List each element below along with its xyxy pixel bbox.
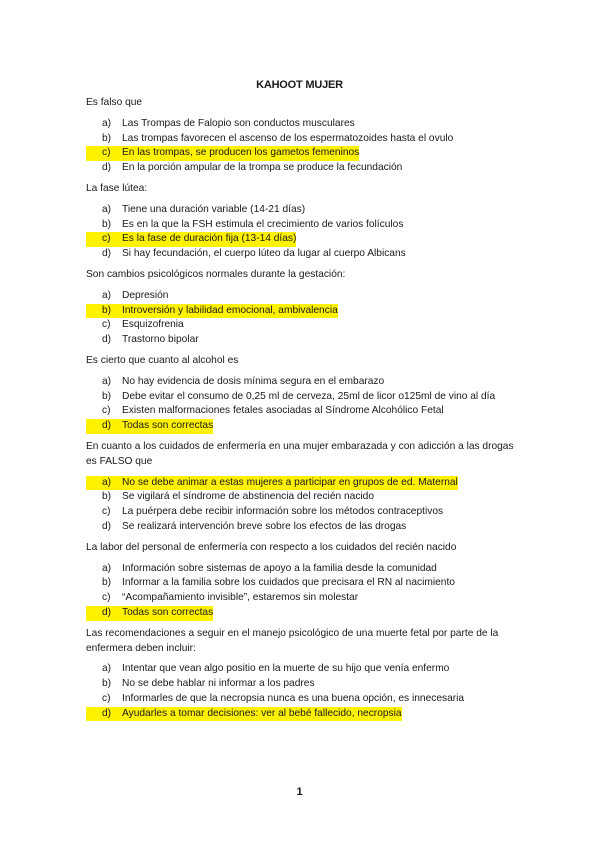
question-text: Es cierto que cuanto al alcohol es [86,354,239,366]
option-letter: b) [102,577,112,589]
answer-option [86,419,526,434]
option-text: “Acompañamiento invisible”, estaremos sin molestar [122,592,359,604]
answer-option [86,404,526,419]
answer-option [86,117,526,132]
option-letter: b) [86,304,122,319]
answer-option [86,677,526,692]
option-text: Las Trompas de Falopio son conductos musculares [122,117,355,129]
question-list [86,96,526,727]
option-letter: b) [102,491,112,503]
highlighted-answer-text: Todas son correctas [122,419,213,434]
option-text: Se vigilará el síndrome de abstinencia del recién nacido [122,491,375,503]
option-letter: b) [102,218,112,230]
option-text: En la porción ampular de la trompa se produce la fecundación [122,162,403,174]
answer-option [86,333,526,348]
answer-option [86,161,526,176]
question-block [86,182,526,262]
answer-option [86,289,526,304]
option-letter: c) [102,506,111,518]
answer-option [86,247,526,262]
option-text: Información sobre sistemas de apoyo a la familia desde la comunidad [122,562,437,574]
option-list [86,289,526,348]
option-text: Si hay fecundación, el cuerpo lúteo da lugar al cuerpo Albicans [122,248,406,260]
option-text: No se debe hablar ni informar a los padres [122,678,315,690]
option-text: Debe evitar el consumo de 0,25 ml de cerveza, 25ml de licor o125ml de vino al día [122,390,496,402]
option-letter: c) [86,232,122,247]
option-list [86,117,526,176]
option-letter: a) [102,117,112,129]
answer-option [86,562,526,577]
option-letter: c) [102,319,111,331]
answer-option [86,304,526,319]
question-block [86,440,526,535]
answer-option [86,505,526,520]
question-block [86,627,526,722]
option-text: Depresión [122,289,169,301]
option-letter: a) [86,476,122,491]
answer-option [86,146,526,161]
answer-option [86,576,526,591]
question-text: Es falso que [86,97,143,108]
question-block [86,354,526,434]
option-text: La puérpera debe recibir información sobre los métodos contraceptivos [122,506,444,518]
highlighted-answer-text: Ayudarles a tomar decisiones: ver al bebé fallecido, necropsia [122,707,402,722]
highlighted-answer-text: Es la fase de duración fija (13-14 días) [122,232,296,247]
option-text: Informarles de que la necropsia nunca es una buena opción, es innecesaria [122,692,465,704]
option-letter: b) [102,132,112,144]
option-letter: a) [102,289,112,301]
option-text: Informar a la familia sobre los cuidados que precisara el RN al nacimiento [122,577,455,589]
option-list [86,476,526,535]
option-letter: d) [86,606,122,621]
option-list [86,203,526,262]
highlighted-answer-text: No se debe animar a estas mujeres a participar en grupos de ed. Maternal [122,476,458,491]
option-letter: a) [102,375,112,387]
option-letter: d) [102,162,112,174]
answer-option [86,375,526,390]
answer-option [86,218,526,233]
answer-option [86,606,526,621]
answer-option [86,707,526,722]
option-text: Las trompas favorecen el ascenso de los espermatozoides hasta el ovulo [122,132,454,144]
highlighted-answer-text: En las trompas, se producen los gametos femeninos [122,146,359,161]
question-text: Las recomendaciones a seguir en el manejo psicológico de una muerte fetal por parte de la enfermera deben incluir: [86,627,499,654]
option-letter: c) [102,692,111,704]
question-text: Son cambios psicológicos normales durante la gestación: [86,268,346,280]
option-letter: d) [86,419,122,434]
option-letter: d) [102,334,112,346]
option-letter: c) [86,146,122,161]
option-list [86,662,526,721]
answer-option [86,203,526,218]
question-text: La fase lútea: [86,182,148,194]
option-letter: a) [102,663,112,675]
option-letter: c) [102,592,111,604]
answer-option [86,318,526,333]
option-text: Intentar que vean algo positio en la muerte de su hijo que venía enfermo [122,663,450,675]
answer-option [86,692,526,707]
option-text: No hay evidencia de dosis mínima segura en el embarazo [122,375,385,387]
document-title: KAHOOT MUJER [256,79,343,91]
highlighted-answer-text: Todas son correctas [122,606,213,621]
option-text: Trastorno bipolar [122,334,199,346]
page-number: 1 [296,786,303,798]
option-letter: a) [102,562,112,574]
option-text: Existen malformaciones fetales asociadas al Síndrome Alcohólico Fetal [122,405,444,417]
answer-option [86,390,526,405]
option-text: Se realizará intervención breve sobre los efectos de las drogas [122,520,407,532]
answer-option [86,662,526,677]
option-list [86,562,526,621]
option-letter: d) [86,707,122,722]
answer-option [86,132,526,147]
answer-option [86,490,526,505]
question-text: En cuanto a los cuidados de enfermería en una mujer embarazada y con adicción a las drogas es FALSO que [86,440,514,467]
option-list [86,375,526,434]
option-text: Tiene una duración variable (14-21 días) [122,203,306,215]
question-block [86,96,526,176]
option-text: Es en la que la FSH estimula el crecimiento de varios folículos [122,218,404,230]
highlighted-answer-text: Introversión y labilidad emocional, ambivalencia [122,304,338,319]
option-letter: d) [102,520,112,532]
answer-option [86,591,526,606]
question-block [86,268,526,348]
answer-option [86,232,526,247]
question-text: La labor del personal de enfermería con respecto a los cuidados del recién nacido [86,541,457,553]
option-letter: b) [102,678,112,690]
answer-option [86,476,526,491]
option-letter: d) [102,248,112,260]
option-letter: c) [102,405,111,417]
option-text: Esquizofrenia [122,319,184,331]
option-letter: a) [102,203,112,215]
question-block [86,541,526,621]
option-letter: b) [102,390,112,402]
answer-option [86,520,526,535]
